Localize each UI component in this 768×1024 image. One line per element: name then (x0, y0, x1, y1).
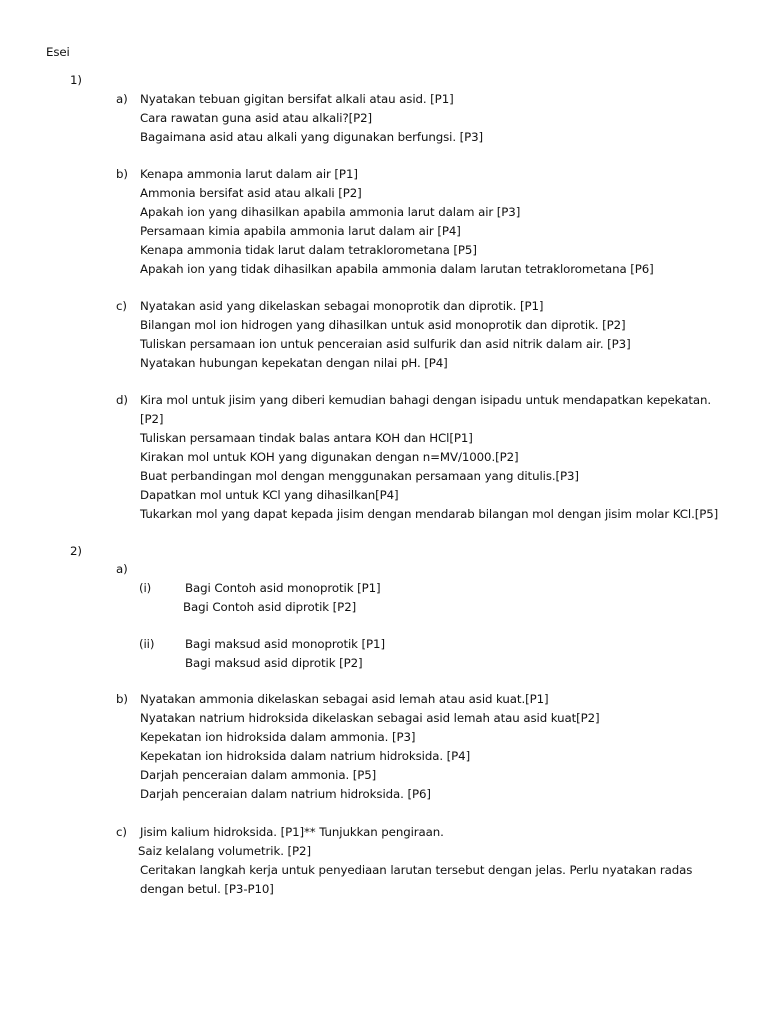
q1c-line-4: Nyatakan hubungan kepekatan dengan nilai pH. [P4] (140, 356, 448, 370)
question-1-number: 1) (70, 73, 82, 87)
q1a-line-3: Bagaimana asid atau alkali yang digunakan berfungsi. [P3] (140, 130, 484, 144)
q2a-sub-i-label: (i) (139, 581, 152, 595)
q2-part-c-letter: c) (116, 825, 127, 839)
q1d-line-2: [P2] (140, 412, 164, 426)
q2c-line-3: Ceritakan langkah kerja untuk penyediaan larutan tersebut dengan jelas. Perlu nyatakan radas (140, 863, 693, 877)
question-2-number: 2) (70, 544, 82, 558)
q2a-sub-ii-label: (ii) (139, 637, 155, 651)
q2c-line-2: Saiz kelalang volumetrik. [P2] (138, 844, 311, 858)
q2a-i-line-2: Bagi Contoh asid diprotik [P2] (183, 600, 357, 614)
q2b-line-2: Nyatakan natrium hidroksida dikelaskan sebagai asid lemah atau asid kuat[P2] (140, 711, 600, 725)
q2b-line-1: Nyatakan ammonia dikelaskan sebagai asid lemah atau asid kuat.[P1] (140, 692, 549, 706)
q1c-line-2: Bilangan mol ion hidrogen yang dihasilkan untuk asid monoprotik dan diprotik. [P2] (140, 318, 626, 332)
q1a-line-1: Nyatakan tebuan gigitan bersifat alkali atau asid. [P1] (140, 92, 454, 106)
q1-part-c-letter: c) (116, 299, 127, 313)
q1b-line-4: Persamaan kimia apabila ammonia larut dalam air [P4] (140, 224, 461, 238)
q2a-ii-line-2: Bagi maksud asid diprotik [P2] (185, 656, 363, 670)
q1-part-b-letter: b) (116, 167, 128, 181)
q1d-line-1: Kira mol untuk jisim yang diberi kemudian bahagi dengan isipadu untuk mendapatkan kepekatan. (140, 393, 712, 407)
q2b-line-3: Kepekatan ion hidroksida dalam ammonia. [P3] (140, 730, 416, 744)
q1c-line-1: Nyatakan asid yang dikelaskan sebagai monoprotik dan diprotik. [P1] (140, 299, 544, 313)
q1d-line-4: Kirakan mol untuk KOH yang digunakan dengan n=MV/1000.[P2] (140, 450, 519, 464)
q2b-line-6: Darjah penceraian dalam natrium hidroksida. [P6] (140, 787, 431, 801)
q1a-line-2: Cara rawatan guna asid atau alkali?[P2] (140, 111, 373, 125)
q2a-ii-line-1: Bagi maksud asid monoprotik [P1] (185, 637, 385, 651)
q1b-line-2: Ammonia bersifat asid atau alkali [P2] (140, 186, 362, 200)
q2-part-b-letter: b) (116, 692, 128, 706)
q1d-line-5: Buat perbandingan mol dengan menggunakan persamaan yang ditulis.[P3] (140, 469, 579, 483)
q1-part-d-letter: d) (116, 393, 128, 407)
q1b-line-1: Kenapa ammonia larut dalam air [P1] (140, 167, 358, 181)
essay-heading: Esei (46, 45, 70, 59)
q1b-line-3: Apakah ion yang dihasilkan apabila ammonia larut dalam air [P3] (140, 205, 521, 219)
q1d-line-7: Tukarkan mol yang dapat kepada jisim dengan mendarab bilangan mol dengan jisim molar KCl.[P5] (140, 507, 719, 521)
q1d-line-6: Dapatkan mol untuk KCl yang dihasilkan[P4] (140, 488, 399, 502)
q2c-line-1: Jisim kalium hidroksida. [P1]** Tunjukkan pengiraan. (140, 825, 444, 839)
q1b-line-5: Kenapa ammonia tidak larut dalam tetraklorometana [P5] (140, 243, 477, 257)
q1d-line-3: Tuliskan persamaan tindak balas antara KOH dan HCl[P1] (140, 431, 473, 445)
q2b-line-4: Kepekatan ion hidroksida dalam natrium hidroksida. [P4] (140, 749, 471, 763)
q2c-line-4: dengan betul. [P3-P10] (140, 882, 274, 896)
q2b-line-5: Darjah penceraian dalam ammonia. [P5] (140, 768, 377, 782)
q2-part-a-letter: a) (116, 562, 128, 576)
q2a-i-line-1: Bagi Contoh asid monoprotik [P1] (185, 581, 381, 595)
q1c-line-3: Tuliskan persamaan ion untuk penceraian asid sulfurik dan asid nitrik dalam air. [P3] (140, 337, 631, 351)
q1-part-a-letter: a) (116, 92, 128, 106)
q1b-line-6: Apakah ion yang tidak dihasilkan apabila ammonia dalam larutan tetraklorometana [P6] (140, 262, 654, 276)
